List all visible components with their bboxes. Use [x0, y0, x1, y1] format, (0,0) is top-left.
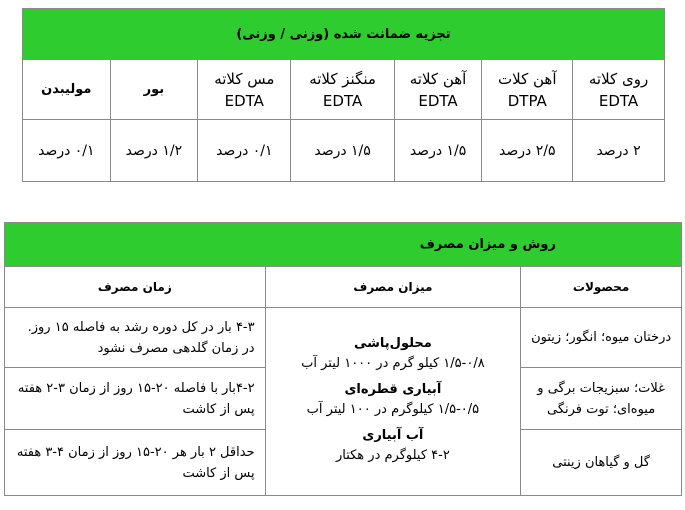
- value-iron-dtpa: ۲/۵ درصد: [482, 120, 573, 182]
- usage-table: [4, 222, 682, 496]
- column-chelate: EDTA: [322, 91, 363, 110]
- value-iron-edta: ۱/۵ درصد: [394, 120, 482, 182]
- application-rates: [265, 308, 521, 496]
- time-fruit-trees: ۴-۳ بار در کل دوره رشد به فاصله ۱۵ روز. در زمان گلدهی مصرف نشود: [5, 308, 266, 368]
- header-products: محصولات: [521, 267, 682, 308]
- method-name: محلول‌پاشی: [353, 335, 432, 351]
- value-copper: ۰/۱ درصد: [198, 120, 291, 182]
- time-ornamental: حداقل ۲ بار هر ۲۰-۱۵ روز از زمان ۴-۳ هفته پس از کاشت: [5, 430, 266, 496]
- guaranteed-analysis-table: [22, 8, 665, 182]
- column-chelate: EDTA: [418, 91, 458, 110]
- header-time: زمان مصرف: [5, 267, 266, 308]
- method-foliar: [266, 334, 521, 374]
- column-zinc-chelate: [573, 60, 665, 120]
- column-boron: بور: [110, 60, 198, 120]
- product-ornamental: گل و گیاهان زینتی: [521, 430, 682, 496]
- value-zinc: ۲ درصد: [573, 120, 665, 182]
- header-rate: میزان مصرف: [265, 267, 521, 308]
- column-chelate: EDTA: [598, 91, 639, 110]
- usage-title: روش و میزان مصرف: [5, 223, 682, 267]
- column-chelate: DTPA: [507, 91, 547, 110]
- value-boron: ۱/۲ درصد: [110, 120, 198, 182]
- column-name: مس کلاته: [214, 69, 275, 88]
- column-name: روی کلاته: [588, 69, 649, 88]
- time-cereals: ۴-۲بار با فاصله ۲۰-۱۵ روز از زمان ۳-۲ هفته پس از کاشت: [5, 368, 266, 430]
- column-iron-chelate-edta: [394, 60, 482, 120]
- product-fruit-trees: درختان میوه؛ انگور؛ زیتون: [521, 308, 682, 368]
- method-amount: ۱/۵-۰/۵ کیلوگرم در ۱۰۰ لیتر آب: [306, 401, 480, 417]
- column-iron-chelate-dtpa: [482, 60, 573, 120]
- column-name: آهن کلات: [498, 69, 557, 88]
- column-copper-chelate: [198, 60, 291, 120]
- product-cereals: غلات؛ سبزیجات برگی و میوه‌ای؛ توت فرنگی: [521, 368, 682, 430]
- method-name: آبیاری قطره‌ای: [344, 381, 442, 397]
- column-chelate: EDTA: [224, 91, 264, 110]
- column-molybdenum: مولیبدن: [23, 60, 111, 120]
- column-manganese-chelate: [291, 60, 394, 120]
- column-name: منگنز کلاته: [309, 69, 376, 88]
- method-drip: [266, 380, 521, 420]
- method-amount: ۱/۵-۰/۸ کیلو گرم در ۱۰۰۰ لیتر آب: [301, 355, 485, 371]
- value-molybdenum: ۰/۱ درصد: [23, 120, 111, 182]
- method-amount: ۴-۲ کیلوگرم در هکتار: [335, 447, 450, 463]
- column-name: آهن کلاته: [409, 69, 467, 88]
- method-name: آب آبیاری: [362, 427, 424, 443]
- method-irrigation: [266, 426, 521, 466]
- value-manganese: ۱/۵ درصد: [291, 120, 394, 182]
- guaranteed-analysis-title: تجزیه ضمانت شده (وزنی / وزنی): [23, 9, 665, 60]
